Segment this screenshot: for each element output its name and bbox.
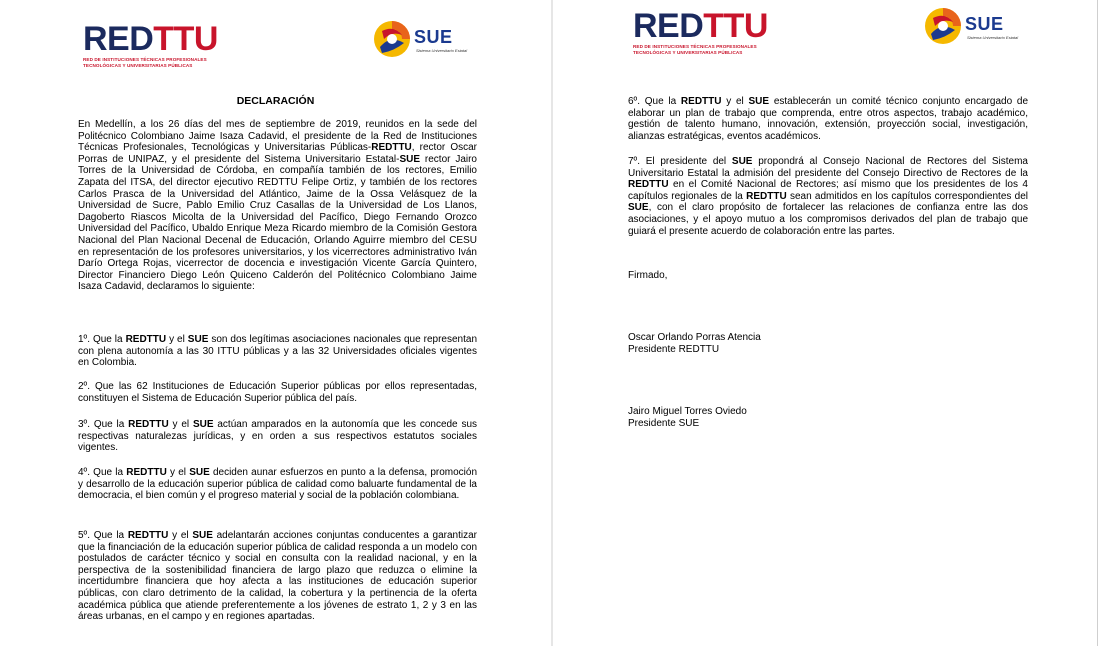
document-title: DECLARACIÓN: [236, 95, 315, 107]
clause-3: 3º. Que la REDTTU y el SUE actúan amparados en la autonomía que les concede sus respectivas naturalezas jurídicas, y en orden a sus respectivos estatutos sociales vigentes.: [78, 419, 478, 454]
redttu-logo-ttu: TTU: [703, 7, 768, 45]
clause-7: 7º. El presidente del SUE propondrá al Consejo Nacional de Rectores del Sistema Universitario Estatal la admisión del presidente del Consejo Directivo de Rectores de la REDTTU en el Comité Nacional de Rectores; así mismo que los presidentes de los 4 capítulos regionales de la REDTTU sean admitidos en los capítulos correspondientes del SUE, con el claro propósito de fortalecer las relaciones de confianza entre las dos asociaciones, y el apoyo mutuo a los compromisos derivados del plan de trabajo que guiará el presente acuerdo de colaboración entre las partes.: [628, 156, 1028, 237]
redttu-logo: [633, 9, 768, 55]
redttu-logo-ttu: TTU: [153, 20, 218, 58]
redttu-logo: [83, 22, 218, 68]
clause-6: 6º. Que la REDTTU y el SUE establecerán un comité técnico conjunto encargado de elaborar un plan de trabajo que comprenda, entre otros aspectos, trabajo académico, gestión de talento humano, innovación, extensión, proyección social, investigación, alianzas estratégicas, eventos académicos.: [628, 96, 1029, 142]
sue-wordmark: SUE: [414, 27, 453, 47]
redttu-logo-red: RED: [83, 20, 154, 58]
declaration-page-right: [553, 0, 1104, 646]
clause-5: 5º. Que la REDTTU y el SUE adelantarán acciones conjuntas conducentes a garantizar que la financiación de la educación superior pública de calidad responda a un modelo con postulados de carácter técnico y social en consulta con la realidad nacional, y en la perspectiva de la sostenibilidad financiera de largo plazo que reduzca o elimine la incertidumbre financiera que hoy afecta a las instituciones de educación superior públicas, con claro detrimento de la calidad, la cobertura y la pertinencia de la oferta académica pública que atiende preferentemente a los jóvenes de estrato 1, 2 y 3 en las áreas urbanas, en el campo y en regiones apartadas.: [78, 530, 478, 623]
sue-wordmark: SUE: [965, 14, 1004, 34]
window-edge: [1097, 0, 1098, 646]
intro-paragraph: En Medellín, a los 26 días del mes de septiembre de 2019, reunidos en la sede del Politécnico Colombiano Jaime Isaza Cadavid, el presidente de la Red de Instituciones Técnicas Profesionales, Tecnológicas y Universitarias Públicas-REDTTU, rector Oscar Porras de UNIPAZ, y el presidente del Sistema Universitario Estatal-SUE rector Jairo Torres de la Universidad de Córdoba, en compañía también de los rectores, Emilio Zapata del ITSA, del director ejecutivo REDTTU Felipe Ortiz, y también de los rectores Carlos Prasca de la Universidad del Atlántico, Jaime de la Ossa Velásquez de la Universidad de Sucre, Pablo Emilio Cruz Casallas de la Universidad de Los Llanos, Dagoberto Riascos Micolta de la Universidad del Pacífico, Diego Fernando Orozco Universidad del Pacífico, Ubaldo Enrique Meza Ricardo miembro de la Comisión Gestora Nacional del Plan Nacional Decenal de Educación, Orlando Aguirre miembro del CESU en representación de los profesores universitarios, y los vicerrectores administrativo Iván Darío Ortega Rojas, vicerrector de docencia e investigación Vicente García Quintero, Director Financiero Diego León Quiceno Calderón del Politécnico Colombiano Jaime Isaza Cadavid, declaramos lo siguiente:: [78, 119, 477, 293]
redttu-tagline: RED DE INSTITUCIONES TÉCNICAS PROFESIONALES TECNOLÓGICAS Y UNIVERSITARIAS PÚBLICAS: [633, 44, 757, 55]
sue-subtitle: Sistema Universitario Estatal: [416, 48, 468, 53]
sue-emblem-icon: [372, 17, 412, 61]
signature-1-name: Oscar Orlando Porras Atencia: [628, 332, 761, 343]
clause-1: 1º. Que la REDTTU y el SUE son dos legítimas asociaciones nacionales que representan con plena autonomía a las 30 ITTU públicas y a las 32 Universidades oficiales vigentes en Colombia.: [78, 334, 478, 369]
signature-1-role: Presidente REDTTU: [628, 344, 720, 355]
signature-2-role: Presidente SUE: [628, 418, 700, 429]
redttu-tagline: RED DE INSTITUCIONES TÉCNICAS PROFESIONALES TECNOLÓGICAS Y UNIVERSITARIAS PÚBLICAS: [83, 57, 207, 68]
signature-2-name: Jairo Miguel Torres Oviedo: [628, 406, 747, 417]
signed-label: Firmado,: [628, 270, 668, 281]
clause-4: 4º. Que la REDTTU y el SUE deciden aunar esfuerzos en punto a la defensa, promoción y desarrollo de la educación superior pública de calidad como baluarte fundamental de la democracia, el bien común y el progreso material y social de la población colombiana.: [78, 467, 478, 502]
clause-2: 2º. Que las 62 Instituciones de Educación Superior públicas por ellos representadas, constituyen el Sistema de Educación Superior pública del país.: [78, 381, 477, 404]
sue-subtitle: Sistema Universitario Estatal: [967, 35, 1019, 40]
sue-emblem-icon: [923, 4, 963, 48]
redttu-logo-red: RED: [633, 7, 704, 45]
